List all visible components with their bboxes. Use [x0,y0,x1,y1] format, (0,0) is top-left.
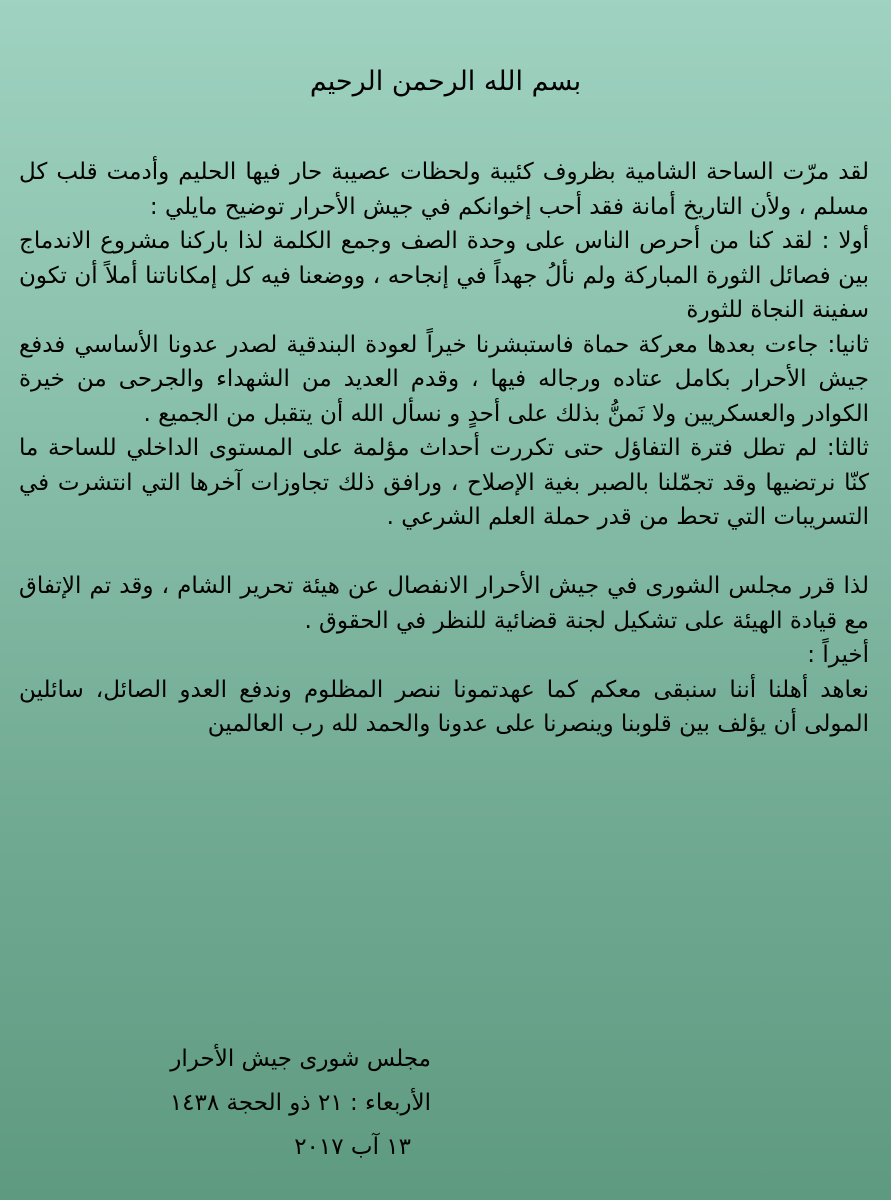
signature-block [31,1037,431,1169]
point-three-paragraph: ثالثا: لم تطل فترة التفاؤل حتى تكررت أحداث مؤلمة على المستوى الداخلي للساحة ما كنّا نرتضيها وقد تجمّلنا بالصبر بغية الإصلاح ، ورافق ذلك تجاوزات آخرها التي انتشرت في التسريبات التي تحط من قدر حملة العلم الشرعي . [19,435,869,530]
point-two-paragraph: ثانيا: جاءت بعدها معركة حماة فاستبشرنا خيراً لعودة البندقية لصدر عدونا الأساسي فدفع جيش الأحرار بكامل عتاده ورجاله فيها ، وقدم العديد من الشهداء والجرحى من خيرة الكوادر والعسكريين ولا نَمنُّ بذلك على أحدٍ و نسأل الله أن يتقبل من الجميع . [19,331,869,427]
signature-organization: مجلس شورى جيش الأحرار [170,1046,431,1072]
signature-hijri-date: الأربعاء : ٢١ ذو الحجة ١٤٣٨ [169,1090,431,1116]
statement-body [19,155,869,742]
finally-label: أخيراً : [807,642,869,668]
decision-paragraph: لذا قرر مجلس الشورى في جيش الأحرار الانفصال عن هيئة تحرير الشام ، وقد تم الإتفاق مع قيادة الهيئة على تشكيل لجنة قضائية للنظر في الحقوق . [19,573,869,634]
signature-gregorian-date: ١٣ آب ٢٠١٧ [294,1134,411,1160]
closing-paragraph: نعاهد أهلنا أننا سنبقى معكم كما عهدتمونا ننصر المظلوم وندفع العدو الصائل، سائلين المولى أن يؤلف بين قلوبنا وينصرنا على عدونا والحمد لله رب العالمين [19,676,869,737]
basmala-heading: بسم الله الرحمن الرحيم [309,66,582,97]
point-one-paragraph: أولا : لقد كنا من أحرص الناس على وحدة الصف وجمع الكلمة لذا باركنا مشروع الاندماج بين فصائل الثورة المباركة ولم نألُ جهداً في إنجاحه ، ووضعنا فيه كل إمكاناتنا أملاً أن تكون سفينة النجاة للثورة [19,228,869,323]
intro-paragraph: لقد مرّت الساحة الشامية بظروف كئيبة ولحظات عصيبة حار فيها الحليم وأدمت قلب كل مسلم ، ولأن التاريخ أمانة فقد أحب إخوانكم في جيش الأحرار توضيح مايلي : [19,159,869,220]
paragraph-spacer [19,535,869,570]
